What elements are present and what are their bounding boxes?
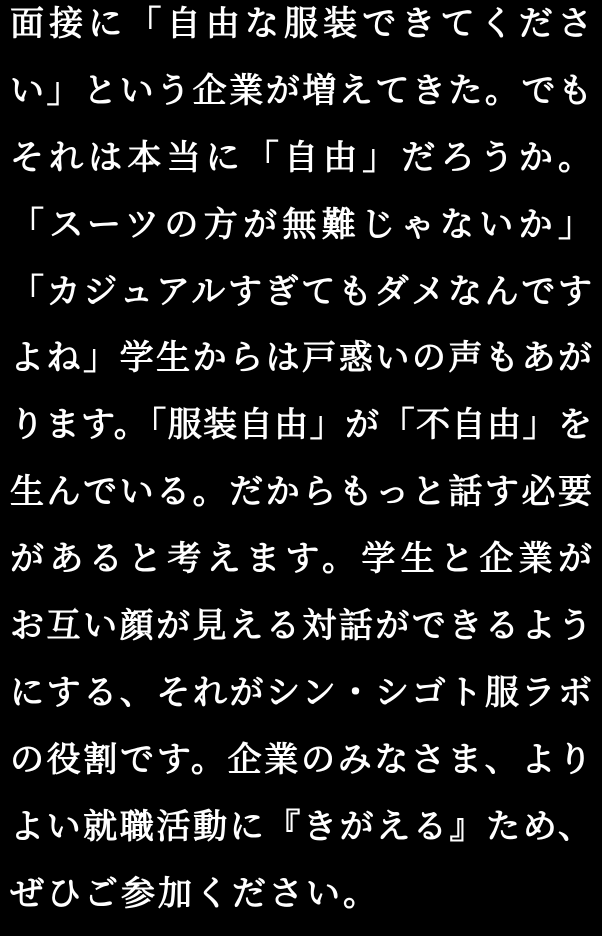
text-line: があると考えます。学生と企業が <box>10 539 592 580</box>
text-line: にする、それがシン・シゴト服ラボ <box>10 672 592 713</box>
text-line: ぜひご参加ください。 <box>10 873 380 914</box>
text-line: お互い顔が見える対話ができるよう <box>10 606 592 647</box>
text-line: の役割です。企業のみなさま、より <box>10 739 592 780</box>
text-line: それは本当に「自由」だろうか。 <box>10 137 592 178</box>
text-line: 「カジュアルすぎてもダメなんです <box>10 271 592 312</box>
text-line: よい就職活動に『きがえる』ため、 <box>10 806 592 847</box>
statement-text <box>10 0 592 927</box>
text-line: よね」学生からは戸惑いの声もあが <box>10 338 592 379</box>
text-line: 面接に「自由な服装できてくださ <box>10 4 592 44</box>
text-line: 生んでいる。だからもっと話す必要 <box>10 472 592 513</box>
text-line: ります。「服装自由」が「不自由」を <box>10 405 592 446</box>
text-line: い」という企業が増えてきた。でも <box>10 70 592 111</box>
text-line: 「スーツの方が無難じゃないか」 <box>10 204 592 245</box>
